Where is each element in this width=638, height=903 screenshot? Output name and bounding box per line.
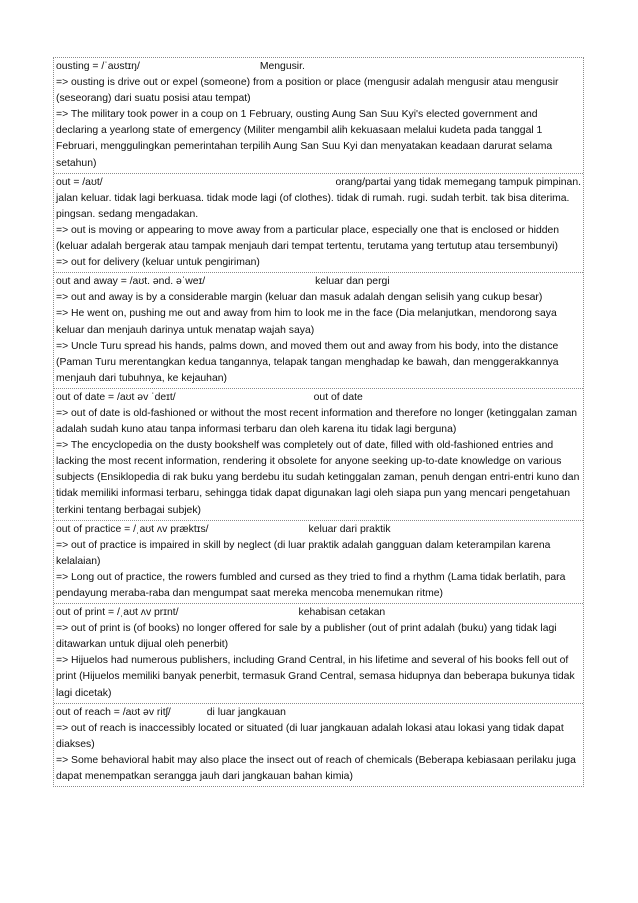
entry-out-and-away [54,273,583,389]
entry-line: => out for delivery (keluar untuk pengiriman) [56,257,260,269]
entry-gloss: di luar jangkauan [206,706,286,718]
entry-term: out of practice = /ˌaʊt ʌv præktɪs/ [56,523,209,535]
entry-out-of-practice [54,521,583,604]
entry-line: => ousting is drive out or expel (someone) from a position or place (mengusir adalah mengusir atau mengusir (seseorang) dari suatu posisi atau tempat) [56,77,559,105]
entry-term: out of print = /ˌaʊt ʌv prɪnt/ [56,607,179,619]
entry-gloss: Mengusir. [259,61,305,72]
entry-line: => out of date is old-fashioned or without the most recent information and therefore no longer (ketinggalan zaman adalah sudah kuno atau tanpa informasi terbaru dan oleh karena itu tidak lagi berguna) [56,407,578,436]
entry-term: out of date = /aʊt əv ˈdeɪt/ [56,391,176,403]
entry-term: ousting = /ˈaʊstɪŋ/ [56,61,140,72]
entry-line: => Long out of practice, the rowers fumbled and cursed as they tried to find a rhythm (Lama tidak berlatih, para pendayung meraba-raba dan mengumpat saat mereka mencoba menemukan ritme) [56,571,566,599]
entry-line: => out of print is (of books) no longer offered for sale by a publisher (out of print adalah (buku) yang tidak lagi ditawarkan untuk dijual oleh penerbit) [56,623,557,651]
entry-term: out = /aʊt/ [56,176,103,188]
entry-line: => out of reach is inaccessibly located or situated (di luar jangkauan adalah lokasi atau lokasi yang tidak dapat diakses) [56,722,564,750]
entry-line: => out of practice is impaired in skill by neglect (di luar praktik adalah gangguan dalam keterampilan karena kelalaian) [56,539,551,567]
entry-gloss: keluar dan pergi [315,276,390,288]
entry-out [54,174,583,274]
entry-line: => The encyclopedia on the dusty bookshelf was completely out of date, filled with old-fashioned entries and lacking the most recent information, rendering it obsolete for anyone seeking up-to-date knowledge on various subjects (Ensiklopedia di rak buku yang berdebu itu sudah ketinggalan zaman, penuh dengan entri-entri kuno dan tidak memiliki informasi terbaru, sehingga tidak dapat digunakan lagi oleh siapa pun yang mencari pengetahuan terkini tentang berbagai subjek) [56,440,580,516]
entry-gloss: orang/partai yang tidak memegang tampuk pimpinan. [335,176,581,188]
entry-ousting [54,58,583,174]
entry-line: => Hijuelos had numerous publishers, including Grand Central, in his lifetime and several of his books fell out of print (Hijuelos memiliki banyak penerbit, termasuk Grand Central, semasa hidupnya dan beberapa bukunya tidak lagi dicetak) [56,655,575,699]
entry-out-of-print [54,604,583,704]
entry-term: out and away = /aʊt. ənd. əˈweɪ/ [56,276,206,288]
vocabulary-table [53,57,584,787]
entry-term: out of reach = /aʊt əv ritʃ/ [56,706,171,718]
entry-gloss: keluar dari praktik [308,523,391,535]
entry-gloss: out of date [313,391,363,403]
entry-gloss: kehabisan cetakan [298,607,386,619]
entry-out-of-date [54,389,583,521]
entry-line: => out is moving or appearing to move away from a particular place, especially one that is enclosed or hidden (keluar adalah bergerak atau tampak menjauh dari tempat tertentu, terutama yang tertutup atau tersembunyi) [56,224,560,253]
entry-line: => He went on, pushing me out and away from him to look me in the face (Dia melanjutkan, mendorong saya keluar dan menjauh darinya untuk menatap wajah saya) [56,308,557,336]
entry-line: => Some behavioral habit may also place the insect out of reach of chemicals (Beberapa kebiasaan perilaku juga dapat menempatkan serangga jauh dari jangkauan bahan kimia) [56,754,576,783]
entry-head-tail: jalan keluar. tidak lagi berkuasa. tidak mode lagi (of clothes). tidak di rumah. rugi. sudah terbit. tak bisa diterima. pingsan. sedang mengadakan. [56,192,570,220]
entry-out-of-reach [54,704,583,786]
entry-line: => Uncle Turu spread his hands, palms down, and moved them out and away from his body, into the distance (Paman Turu merentangkan kedua tangannya, telapak tangan menghadap ke bawah, dan menggerakkannya menjauh dari tubuhnya, ke kejauhan) [56,340,559,384]
entry-line: => The military took power in a coup on 1 February, ousting Aung San Suu Kyi's elected government and declaring a yearlong state of emergency (Militer mengambil alih kekuasaan melalui kudeta pada tanggal 1 Februari, menggulingkan pemerintahan terpilih Aung San Suu Kyi dan menyatakan keadaan darurat selama setahun) [56,109,553,169]
entry-line: => out and away is by a considerable margin (keluar dan masuk adalah dengan selisih yang cukup besar) [56,292,543,304]
